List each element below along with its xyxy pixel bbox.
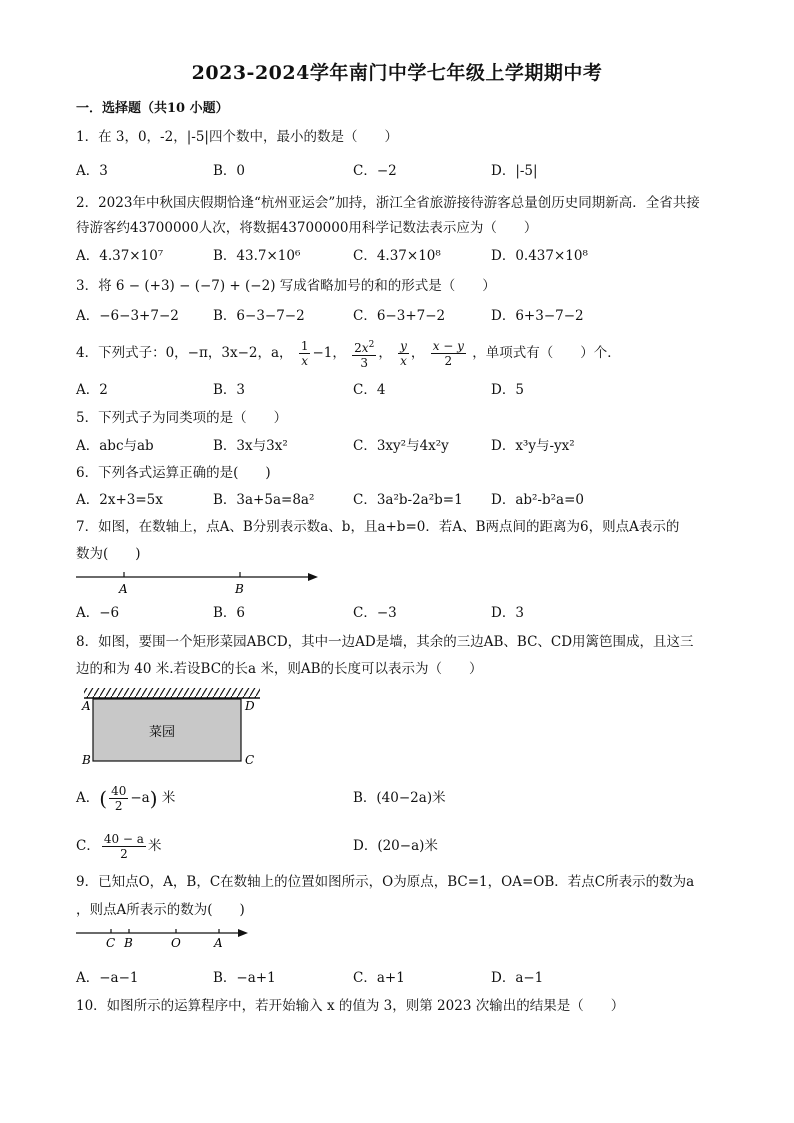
question-2-stem-line-2: 待游客约43700000人次，将数据43700000用科学记数法表示应为（ ） — [76, 220, 538, 236]
question-8-option-d[interactable]: D．(20−a)米 — [353, 838, 438, 854]
question-8-option-a[interactable]: A．( $\frac{40}{2}$ −a) 米 — [76, 784, 176, 813]
question-7-stem-line-2: 数为( ) — [76, 546, 141, 562]
option-a-tail: −a — [130, 790, 150, 806]
option-c[interactable]: C．−2 — [353, 163, 397, 179]
option-d[interactable]: D．a−1 — [491, 970, 544, 986]
option-a[interactable]: A．2x+3=5x — [76, 492, 163, 508]
option-b[interactable]: B．3a+5a=8a² — [213, 492, 315, 508]
question-4-stem-start: 4．下列式子：0，−π，3x−2，a， — [76, 345, 293, 361]
option-c[interactable]: C．3xy²与4x²y — [353, 438, 449, 454]
garden-figure — [76, 686, 266, 770]
question-2-stem-line-1: 2．2023年中秋国庆假期恰逢“杭州亚运会”加持，浙江全省旅游接待游客总量创历史同期新高．全省共接 — [76, 195, 700, 211]
option-c[interactable]: C．−3 — [353, 605, 397, 621]
wall-hatching — [84, 688, 260, 698]
corner-label-c: C — [245, 753, 255, 767]
option-c-label: C． — [76, 838, 100, 854]
fraction-denominator: 2 — [114, 799, 123, 813]
question-9-stem-line-2: ，则点A所表示的数为( ) — [76, 902, 245, 918]
axis-arrow-icon — [238, 929, 248, 937]
option-a[interactable]: A．−6−3+7−2 — [76, 308, 179, 324]
question-8-option-c[interactable] — [76, 826, 161, 866]
corner-label-d: D — [245, 699, 255, 713]
option-a[interactable]: A．abc与ab — [76, 438, 154, 454]
option-a-label: A． — [76, 790, 100, 806]
option-b[interactable]: B．6 — [213, 605, 246, 621]
fraction-x-minus-y-over-2: $\frac{x - y}{2}$ — [432, 339, 464, 368]
question-5-stem: 5．下列式子为同类项的是（ ） — [76, 410, 288, 426]
option-d[interactable]: D．|-5| — [491, 163, 538, 179]
fraction-2x2-over-3: $\frac{2x^2}{3}$ — [354, 339, 375, 370]
question-1-stem: 1．在 3，0，-2，|-5|四个数中，最小的数是（ ） — [76, 129, 398, 145]
fraction-numerator: 40 — [111, 784, 127, 798]
fraction-40-minus-a-over-2 — [102, 832, 146, 861]
option-d[interactable]: D．3 — [491, 605, 524, 621]
question-8-stem-line-1: 8．如图，要围一个矩形菜园ABCD，其中一边AD是墙，其余的三边AB、BC、CD用篱笆围成，且这三 — [76, 634, 694, 650]
corner-label-b: B — [82, 753, 91, 767]
option-a[interactable]: A．−a−1 — [76, 970, 139, 986]
point-label-b: B — [124, 936, 133, 950]
point-label-c: C — [106, 936, 116, 950]
point-label-b: B — [235, 582, 244, 596]
option-b[interactable]: B．3 — [213, 382, 246, 398]
question-6-stem: 6．下列各式运算正确的是( ) — [76, 465, 271, 481]
point-label-o: O — [171, 936, 181, 950]
number-line-figure-q9 — [74, 926, 254, 952]
option-a[interactable]: A．3 — [76, 163, 108, 179]
axis-arrow-icon — [308, 573, 318, 581]
number-line-figure-q7 — [74, 568, 324, 598]
option-c[interactable]: C．4 — [353, 382, 386, 398]
option-c[interactable]: C．3a²b-2a²b=1 — [353, 492, 463, 508]
question-9-stem-line-1: 9．已知点O，A，B，C在数轴上的位置如图所示，O为原点，BC=1，OA=OB．若点C所表示的数为a — [76, 874, 695, 890]
option-b[interactable]: B．43.7×10⁶ — [213, 248, 301, 264]
option-b[interactable]: B．3x与3x² — [213, 438, 288, 454]
page-title: 2023-2024学年南门中学七年级上学期期中考 — [191, 62, 603, 84]
fraction-40-over-2 — [109, 784, 128, 813]
fraction-1-over-x: $\frac{1}{x}$ — [300, 339, 309, 368]
question-3-stem: 3．将 6 − (+3) − (−7) + (−2) 写成省略加号的和的形式是（ ） — [76, 278, 496, 294]
option-c[interactable]: C．a+1 — [353, 970, 405, 986]
fraction-y-over-x: $\frac{y}{x}$ — [400, 339, 407, 368]
question-10-stem: 10．如图所示的运算程序中，若开始输入 x 的值为 3，则第 2023 次输出的结果是（ ） — [76, 998, 625, 1014]
corner-label-a: A — [82, 699, 91, 713]
option-d[interactable]: D．5 — [491, 382, 524, 398]
section-heading: 一．选择题（共10 小题） — [76, 101, 229, 116]
option-d[interactable]: D．ab²-b²a=0 — [491, 492, 584, 508]
option-d[interactable]: D．x³y与-yx² — [491, 438, 575, 454]
option-b[interactable]: B．6−3−7−2 — [213, 308, 305, 324]
option-c[interactable]: C．4.37×10⁸ — [353, 248, 441, 264]
option-b[interactable]: B．−a+1 — [213, 970, 276, 986]
option-b[interactable]: B．0 — [213, 163, 246, 179]
question-7-stem-line-1: 7．如图，在数轴上，点A、B分别表示数a、b，且a+b=0．若A、B两点间的距离为6，则点A表示的 — [76, 519, 680, 535]
question-4-stem: 4．下列式子：0，−π，3x−2，a， $\frac{1}{x}$ −1， $\frac{2x^2}{3}$ ， $\frac{y}{x}$ ， $\frac{x - y}{2}$ ，单项式有（ ）个． — [76, 339, 621, 370]
question-4-stem-end: ，单项式有（ ）个． — [472, 345, 621, 361]
option-d[interactable]: D．0.437×10⁸ — [491, 248, 588, 264]
fraction-denominator: 2 — [120, 847, 128, 861]
option-a-unit: 米 — [161, 790, 176, 806]
option-d[interactable]: D．6+3−7−2 — [491, 308, 584, 324]
option-c[interactable]: C．6−3+7−2 — [353, 308, 446, 324]
question-8-option-b[interactable]: B．(40−2a)米 — [353, 790, 446, 806]
option-a[interactable]: A．2 — [76, 382, 108, 398]
point-label-a: A — [119, 582, 128, 596]
option-a[interactable]: A．4.37×10⁷ — [76, 248, 164, 264]
garden-label: 菜园 — [149, 725, 176, 740]
fraction-numerator: 40 − a — [103, 832, 144, 846]
question-8-stem-line-2: 边的和为 40 米.若设BC的长a 米，则AB的长度可以表示为（ ） — [76, 661, 483, 677]
option-a[interactable]: A．−6 — [76, 605, 120, 621]
option-c-unit: 米 — [147, 838, 162, 854]
point-label-a: A — [214, 936, 223, 950]
